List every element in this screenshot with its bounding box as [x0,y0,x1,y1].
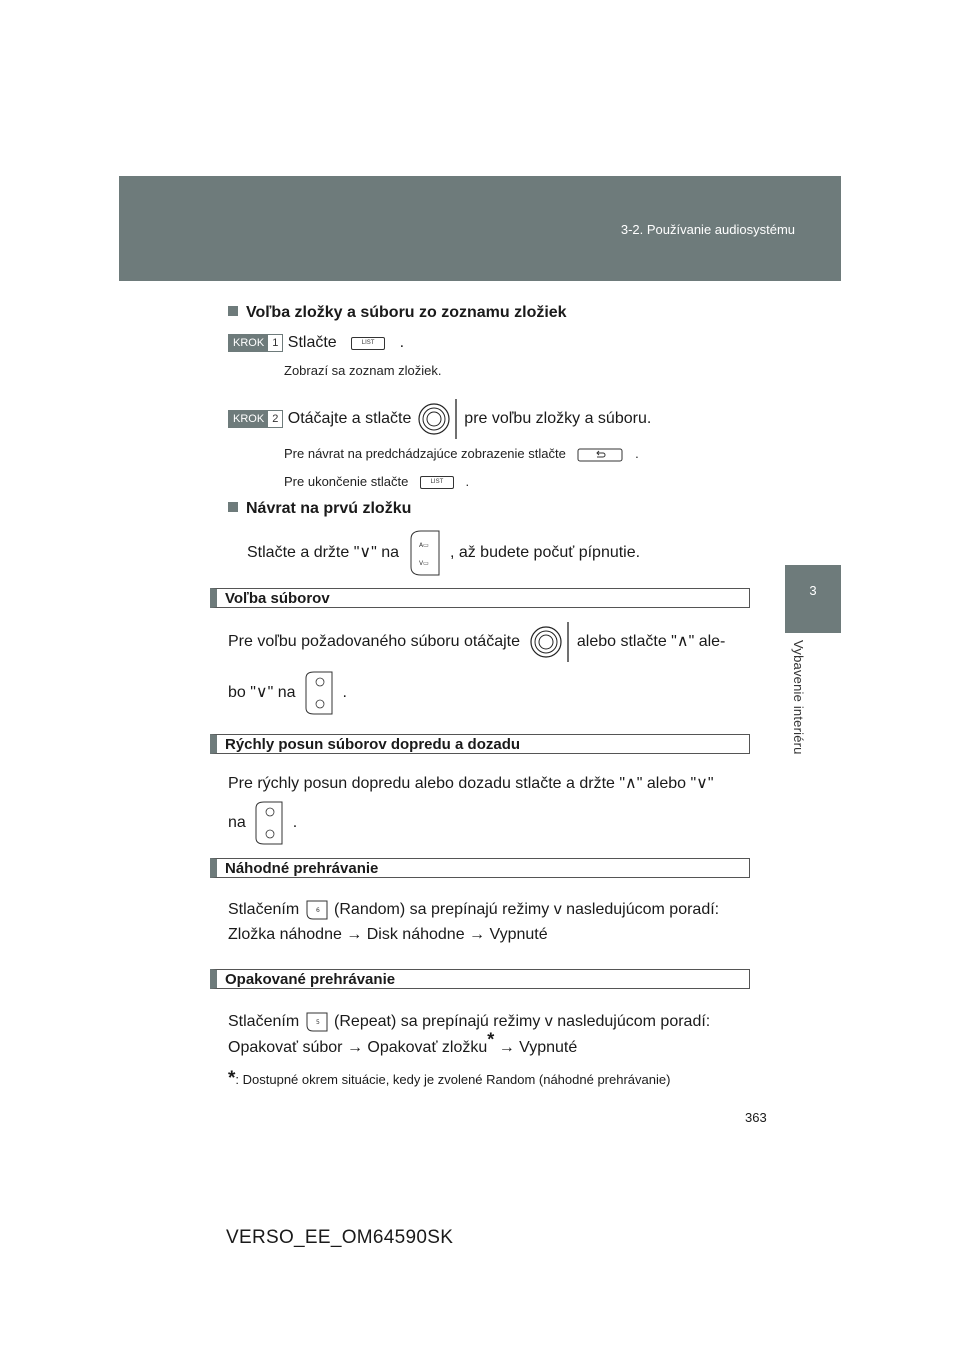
fast-seek-line2: na . [228,800,297,846]
step1-note: Zobrazí sa zoznam zložiek. [284,363,442,378]
tune-knob-icon [416,398,460,440]
seek-up-down-button-icon [254,800,284,846]
list-button-icon: LIST [420,476,454,489]
first-folder-heading: Návrat na prvú zložku [228,500,411,518]
chapter-tab [785,565,841,633]
svg-text:A▭: A▭ [419,541,430,549]
step2-note-back: Pre návrat na predchádzajúce zobrazenie stlačte . [284,446,639,461]
document-code: VERSO_EE_OM64590SK [226,1227,454,1248]
svg-text:6: 6 [315,906,320,914]
seek-up-down-button-icon [304,670,334,716]
chapter-label: Vybavenie interiéru [791,640,806,755]
list-button-icon: LIST [351,337,385,350]
repeat-footnote: *: Dostupné okrem situácie, kedy je zvolené Random (náhodné prehrávanie) [228,1068,671,1089]
first-folder-text: Stlačte a držte "∨" na A▭ V▭ , až budete počuť pípnutie. [247,528,640,578]
bullet-square-icon [228,502,238,512]
repeat-button-icon [306,1012,328,1032]
random-line1: Stlačením 6 (Random) sa prepínajú režimy v nasledujúcom poradí: [228,901,720,918]
repeat-line1: Stlačením 5 (Repeat) sa prepínajú režimy v nasledujúcom poradí: [228,1013,711,1030]
step1-badge: KROK 1 [228,334,283,352]
section-repeat-title: Opakované prehrávanie [210,969,750,989]
random-button-icon [306,900,328,920]
step2-note-exit: Pre ukončenie stlačte LIST . [284,474,470,489]
section-random-title: Náhodné prehrávanie [210,858,750,878]
chapter-number: 3 [809,583,817,598]
svg-text:V▭: V▭ [419,559,430,567]
bullet-square-icon [228,306,238,316]
back-button-icon [577,448,623,462]
section-fast-seek-title: Rýchly posun súborov dopredu a dozadu [210,734,750,754]
file-select-line1: Pre voľbu požadovaného súboru otáčajte alebo stlačte "∧" ale- [228,620,725,664]
fast-seek-line1: Pre rýchly posun dopredu alebo dozadu stlačte a držte "∧" alebo "∨" [228,775,714,792]
tune-knob-icon [524,620,572,664]
repeat-line2: Opakovať súbor → Opakovať zložku* → Vypnuté [228,1029,578,1056]
page-number: 363 [745,1110,767,1125]
file-select-line2: bo "∨" na . [228,670,347,716]
section-title: 3-2. Používanie audiosystému [620,222,795,237]
step1-line: KROK 1 Stlačte LIST . [228,334,404,352]
header-band [119,176,841,281]
step2-line: KROK 2 Otáčajte a stlačte pre voľbu zložky a súboru. [228,398,651,442]
folder-up-down-button-icon [407,529,441,577]
random-line2: Zložka náhodne → Disk náhodne → Vypnuté [228,926,548,943]
section-file-select-title: Voľba súborov [210,588,750,608]
svg-text:5: 5 [315,1018,320,1026]
folder-list-heading: Voľba zložky a súboru zo zoznamu zložiek [228,304,567,322]
step2-badge: KROK 2 [228,410,283,428]
